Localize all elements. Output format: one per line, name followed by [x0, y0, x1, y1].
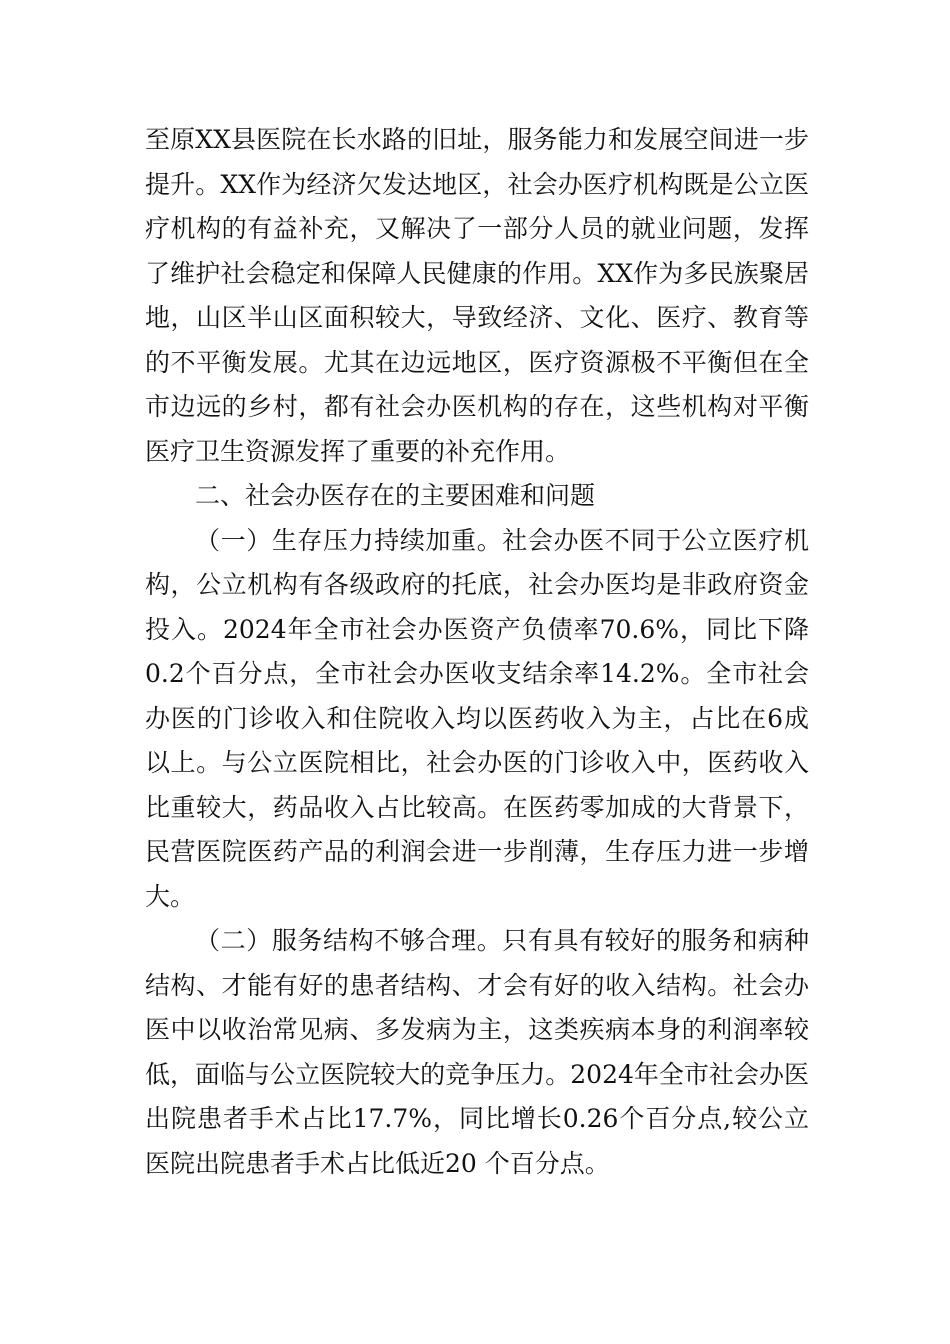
paragraph-survival-pressure: （一）生存压力持续加重。社会办医不同于公立医疗机构，公立机构有各级政府的托底，社会办医均是非政府资金投入。2024年全市社会办医资产负债率70.6%，同比下降0.2个百分点，全市社会办医收支结余率14.2%。全市社会办医的门诊收入和住院收入均以医药收入为主，占比在6成以上。与公立医院相比，社会办医的门诊收入中，医药收入比重较大，药品收入占比较高。在医药零加成的大背景下，民营医院医药产品的利润会进一步削薄，生存压力进一步增大。: [145, 525, 809, 911]
document-body: [145, 118, 809, 1186]
paragraph-continuation: 至原XX县医院在长水路的旧址，服务能力和发展空间进一步提升。XX作为经济欠发达地区，社会办医疗机构既是公立医疗机构的有益补充，又解决了一部分人员的就业问题，发挥了维护社会稳定和保障人民健康的作用。XX作为多民族聚居地，山区半山区面积较大，导致经济、文化、医疗、教育等的不平衡发展。尤其在边远地区，医疗资源极不平衡但在全市边远的乡村，都有社会办医机构的存在，这些机构对平衡医疗卫生资源发挥了重要的补充作用。: [145, 125, 809, 466]
paragraph-service-structure: （二）服务结构不够合理。只有具有较好的服务和病种结构、才能有好的患者结构、才会有好的收入结构。社会办医中以收治常见病、多发病为主，这类疾病本身的利润率较低，面临与公立医院较大的竞争压力。2024年全市社会办医出院患者手术占比17.7%，同比增长0.26个百分点,较公立医院出院患者手术占比低近20 个百分点。: [145, 926, 809, 1178]
section-heading: 二、社会办医存在的主要困难和问题: [195, 481, 596, 510]
